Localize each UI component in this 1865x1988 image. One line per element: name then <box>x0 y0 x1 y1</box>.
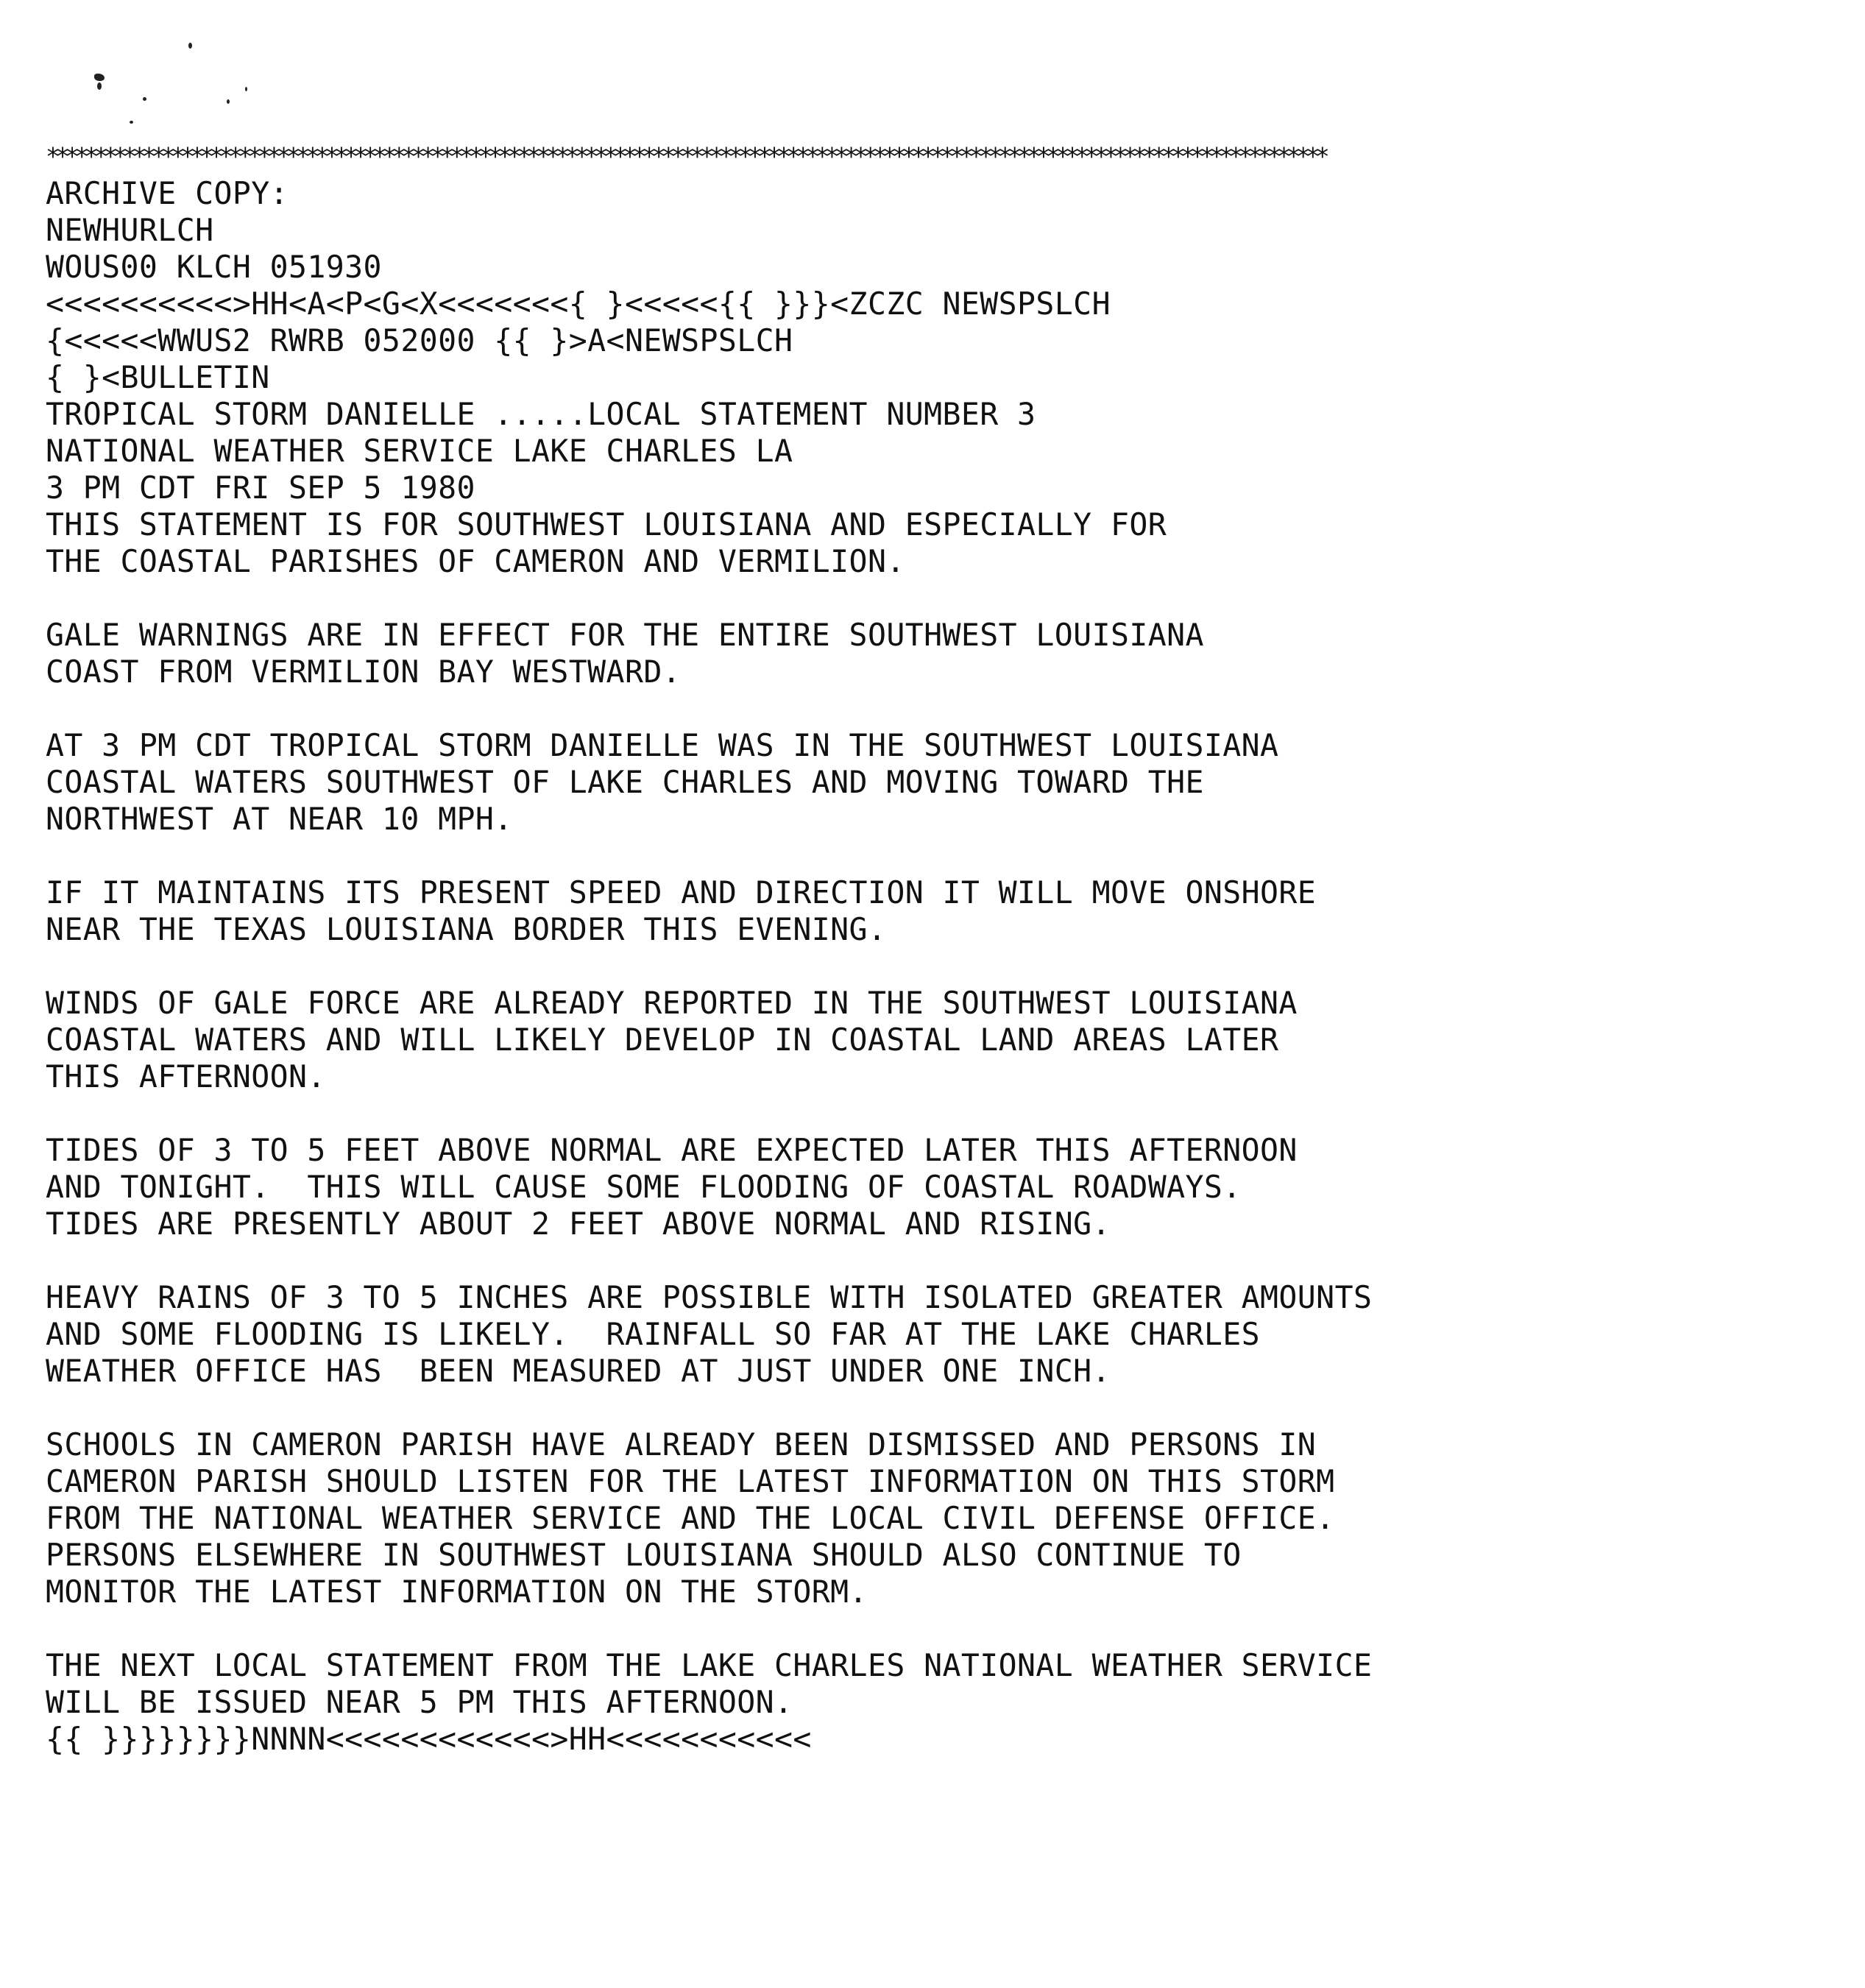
text-line: CAMERON PARISH SHOULD LISTEN FOR THE LATEST INFORMATION ON THIS STORM <box>46 1463 1335 1499</box>
scan-speck <box>227 99 230 104</box>
header-line: WOUS00 KLCH 051930 <box>46 249 382 285</box>
text-line: TIDES ARE PRESENTLY ABOUT 2 FEET ABOVE NORMAL AND RISING. <box>46 1206 1111 1242</box>
statement-paragraph <box>46 874 1738 948</box>
message-header <box>46 175 1738 506</box>
statement-paragraph <box>46 985 1738 1095</box>
header-line: 3 PM CDT FRI SEP 5 1980 <box>46 470 475 506</box>
header-line: <<<<<<<<<<>HH<A<P<G<X<<<<<<<{ }<<<<<{{ }}}<ZCZC NEWSPSLCH <box>46 286 1111 322</box>
statement-paragraph <box>46 1279 1738 1390</box>
scan-speck <box>245 87 247 91</box>
header-line: { }<BULLETIN <box>46 359 270 395</box>
weather-statement <box>46 138 1738 1758</box>
text-line: THE NEXT LOCAL STATEMENT FROM THE LAKE CHARLES NATIONAL WEATHER SERVICE <box>46 1647 1373 1683</box>
statement-paragraph <box>46 617 1738 690</box>
text-line: COAST FROM VERMILION BAY WESTWARD. <box>46 654 682 690</box>
text-line: THIS AFTERNOON. <box>46 1058 326 1094</box>
scan-speck <box>188 43 192 49</box>
text-line: HEAVY RAINS OF 3 TO 5 INCHES ARE POSSIBLE WITH ISOLATED GREATER AMOUNTS <box>46 1279 1373 1315</box>
text-line: NORTHWEST AT NEAR 10 MPH. <box>46 801 513 837</box>
statement-paragraph <box>46 1132 1738 1242</box>
scan-speck <box>97 82 102 90</box>
statement-body <box>46 506 1738 1758</box>
scan-speck <box>130 121 133 124</box>
scan-speck <box>143 97 146 101</box>
header-line: NATIONAL WEATHER SERVICE LAKE CHARLES LA <box>46 433 793 469</box>
text-line: THE COASTAL PARISHES OF CAMERON AND VERMILION. <box>46 543 905 579</box>
text-line: PERSONS ELSEWHERE IN SOUTHWEST LOUISIANA SHOULD ALSO CONTINUE TO <box>46 1537 1242 1573</box>
statement-paragraph <box>46 727 1738 838</box>
text-line: AND SOME FLOODING IS LIKELY. RAINFALL SO FAR AT THE LAKE CHARLES <box>46 1316 1261 1352</box>
statement-paragraph <box>46 1647 1738 1758</box>
text-line: IF IT MAINTAINS ITS PRESENT SPEED AND DIRECTION IT WILL MOVE ONSHORE <box>46 874 1317 910</box>
statement-paragraph <box>46 506 1738 580</box>
text-line: COASTAL WATERS AND WILL LIKELY DEVELOP IN COASTAL LAND AREAS LATER <box>46 1022 1279 1058</box>
text-line: AT 3 PM CDT TROPICAL STORM DANIELLE WAS IN THE SOUTHWEST LOUISIANA <box>46 727 1279 763</box>
text-line: NEAR THE TEXAS LOUISIANA BORDER THIS EVENING. <box>46 911 887 947</box>
text-line: COASTAL WATERS SOUTHWEST OF LAKE CHARLES AND MOVING TOWARD THE <box>46 764 1204 800</box>
header-line: {<<<<<WWUS2 RWRB 052000 {{ }>A<NEWSPSLCH <box>46 322 793 358</box>
text-line: AND TONIGHT. THIS WILL CAUSE SOME FLOODING OF COASTAL ROADWAYS. <box>46 1169 1242 1205</box>
header-line: TROPICAL STORM DANIELLE .....LOCAL STATEMENT NUMBER 3 <box>46 396 1036 432</box>
text-line: THIS STATEMENT IS FOR SOUTHWEST LOUISIANA AND ESPECIALLY FOR <box>46 506 1167 542</box>
text-line: SCHOOLS IN CAMERON PARISH HAVE ALREADY BEEN DISMISSED AND PERSONS IN <box>46 1426 1317 1462</box>
header-line: ARCHIVE COPY: <box>46 175 289 211</box>
text-line: WILL BE ISSUED NEAR 5 PM THIS AFTERNOON. <box>46 1684 793 1720</box>
statement-paragraph <box>46 1426 1738 1610</box>
text-line: MONITOR THE LATEST INFORMATION ON THE STORM. <box>46 1574 868 1610</box>
text-line: FROM THE NATIONAL WEATHER SERVICE AND THE LOCAL CIVIL DEFENSE OFFICE. <box>46 1500 1335 1536</box>
text-line: {{ }}}}}}}}NNNN<<<<<<<<<<<<>HH<<<<<<<<<<< <box>46 1721 812 1757</box>
scan-speck <box>94 74 105 81</box>
text-line: WINDS OF GALE FORCE ARE ALREADY REPORTED IN THE SOUTHWEST LOUISIANA <box>46 985 1298 1021</box>
header-line: NEWHURLCH <box>46 212 214 248</box>
asterisk-separator: ************************************************************************************************************************************* <box>46 142 1326 171</box>
text-line: WEATHER OFFICE HAS BEEN MEASURED AT JUST UNDER ONE INCH. <box>46 1353 1111 1389</box>
text-line: GALE WARNINGS ARE IN EFFECT FOR THE ENTIRE SOUTHWEST LOUISIANA <box>46 617 1204 653</box>
text-line: TIDES OF 3 TO 5 FEET ABOVE NORMAL ARE EXPECTED LATER THIS AFTERNOON <box>46 1132 1298 1168</box>
